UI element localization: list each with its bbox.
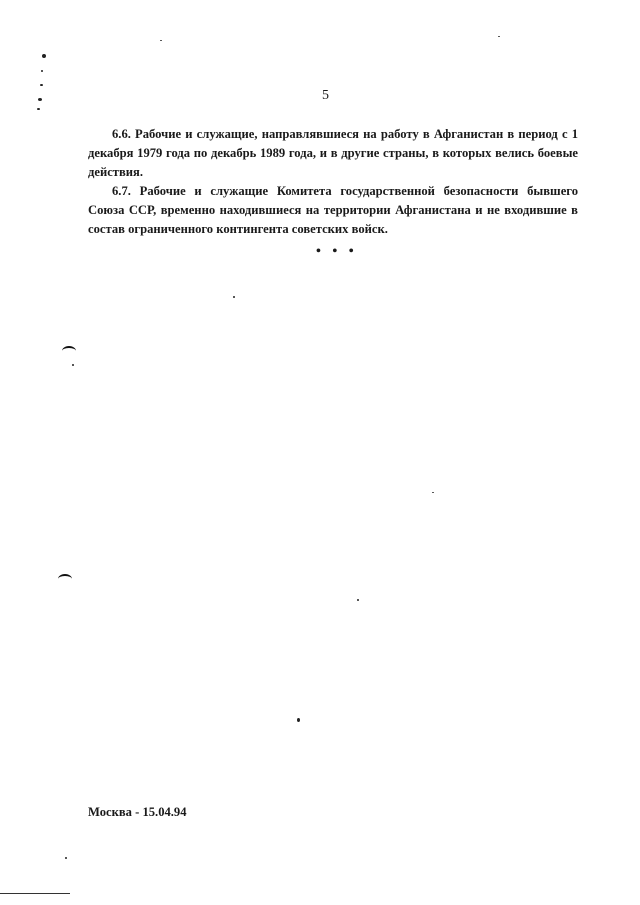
scan-speck bbox=[432, 492, 434, 493]
scan-hole-mark bbox=[58, 574, 72, 584]
scan-speck bbox=[42, 54, 46, 58]
scan-speck bbox=[233, 296, 235, 298]
scan-speck bbox=[65, 857, 67, 859]
footer-place-date: Москва - 15.04.94 bbox=[88, 805, 187, 819]
scan-edge-line bbox=[0, 893, 70, 894]
scan-speck bbox=[160, 40, 162, 41]
document-body bbox=[88, 125, 578, 239]
scan-speck bbox=[40, 84, 43, 86]
scan-speck bbox=[38, 98, 42, 101]
scan-speck bbox=[72, 364, 74, 366]
scan-speck bbox=[297, 718, 300, 722]
page-number: 5 bbox=[322, 88, 329, 103]
scan-speck bbox=[498, 36, 500, 37]
scan-speck bbox=[357, 599, 359, 601]
scan-speck bbox=[37, 108, 40, 110]
section-separator: • • • bbox=[316, 244, 358, 259]
scan-hole-mark bbox=[62, 346, 76, 356]
paragraph-6-6: 6.6. Рабочие и служащие, направлявшиеся на работу в Афганистан в период с 1 декабря 1979 года по декабрь 1989 года, и в другие страны, в которых велись боевые действия. bbox=[88, 127, 578, 179]
scan-speck bbox=[41, 70, 43, 72]
paragraph-6-7: 6.7. Рабочие и служащие Комитета государственной безопасности бывшего Союза ССР, временно находившиеся на территории Афганистана и не входившие в состав ограниченного контингента советских войск. bbox=[88, 184, 578, 236]
